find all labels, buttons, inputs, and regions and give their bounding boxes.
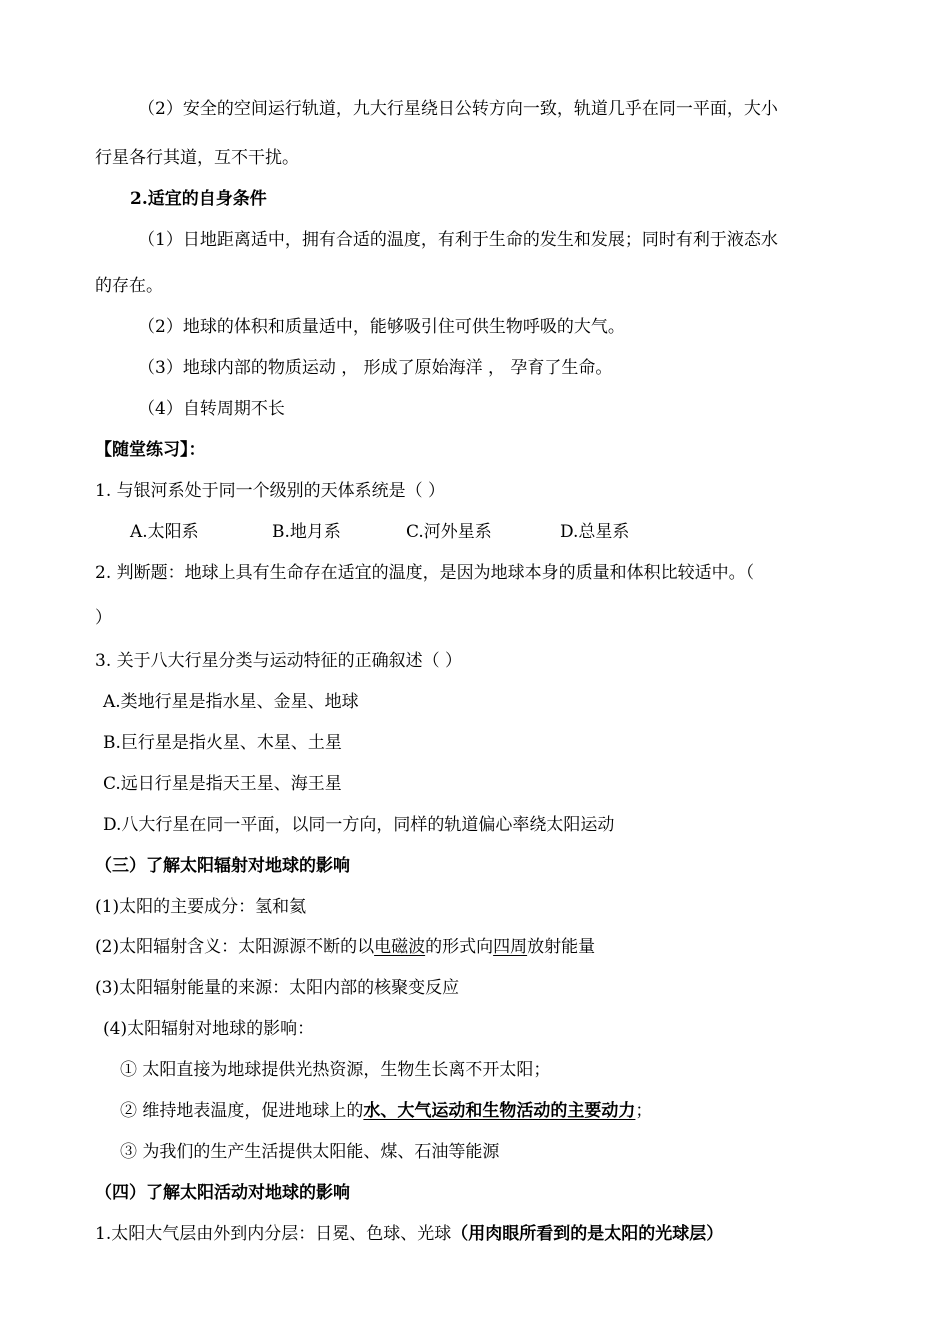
practice-heading: 【随堂练习】： bbox=[95, 440, 206, 460]
option-a: A.太阳系 bbox=[130, 522, 199, 542]
point-2-text-b: 的形式向 bbox=[425, 937, 494, 957]
section-4-point-1 bbox=[95, 1222, 723, 1246]
question-3-option-c: C.远日行星是指天王星、海王星 bbox=[103, 774, 342, 794]
question-3-option-d: D.八大行星在同一平面，以同一方向，同样的轨道偏心率绕太阳运动 bbox=[103, 815, 615, 835]
question-1-options bbox=[130, 520, 629, 544]
section-3-point-2 bbox=[95, 935, 595, 959]
section-3-point-3: (3)太阳辐射能量的来源：太阳内部的核聚变反应 bbox=[95, 978, 460, 998]
section-4-point-1-text: 1.太阳大气层由外到内分层：日冕、色球、光球 bbox=[95, 1224, 452, 1244]
question-1: 1. 与银河系处于同一个级别的天体系统是（ ） bbox=[95, 481, 446, 501]
condition-orbit-line2: 行星各行其道，互不干扰。 bbox=[95, 148, 299, 168]
effect-2-text: ② 维持地表温度，促进地球上的 bbox=[120, 1101, 364, 1121]
question-3: 3. 关于八大行星分类与运动特征的正确叙述（ ） bbox=[95, 651, 463, 671]
effect-3: ③ 为我们的生产生活提供太阳能、煤、石油等能源 bbox=[120, 1142, 500, 1162]
question-3-option-a: A.类地行星是指水星、金星、地球 bbox=[103, 692, 359, 712]
option-b: B.地月系 bbox=[272, 522, 341, 542]
question-3-option-b: B.巨行星是指火星、木星、土星 bbox=[103, 733, 342, 753]
self-condition-1-line2: 的存在。 bbox=[95, 276, 163, 296]
effect-2 bbox=[120, 1099, 652, 1123]
effect-2-emphasis: 水、大气运动和生物活动的主要动力 bbox=[363, 1101, 636, 1121]
self-condition-3: （3）地球内部的物质运动 ， 形成了原始海洋 ， 孕育了生命。 bbox=[138, 358, 613, 378]
section-4-heading: （四）了解太阳活动对地球的影响 bbox=[95, 1183, 350, 1203]
section-3-point-1: (1)太阳的主要成分：氢和氦 bbox=[95, 897, 307, 917]
condition-orbit-line1: （2）安全的空间运行轨道，九大行星绕日公转方向一致，轨道几乎在同一平面，大小 bbox=[138, 99, 778, 119]
effect-1: ① 太阳直接为地球提供光热资源，生物生长离不开太阳； bbox=[120, 1060, 551, 1080]
section-3-heading: （三）了解太阳辐射对地球的影响 bbox=[95, 856, 350, 876]
self-condition-1-line1: （1）日地距离适中，拥有合适的温度，有利于生命的发生和发展；同时有利于液态水 bbox=[138, 230, 778, 250]
self-condition-2: （2）地球的体积和质量适中，能够吸引住可供生物呼吸的大气。 bbox=[138, 317, 625, 337]
point-2-underline-2: 四周 bbox=[493, 937, 528, 957]
self-conditions-heading: 2.适宜的自身条件 bbox=[130, 189, 267, 209]
effect-2-end: ； bbox=[635, 1101, 653, 1121]
point-2-underline-1: 电磁波 bbox=[374, 937, 426, 957]
section-4-point-1-note: （用肉眼所看到的是太阳的光球层） bbox=[451, 1224, 724, 1244]
option-d: D.总星系 bbox=[560, 522, 630, 542]
option-c: C.河外星系 bbox=[406, 522, 492, 542]
point-2-text-a: (2)太阳辐射含义：太阳源源不断的以 bbox=[95, 937, 375, 957]
point-2-text-c: 放射能量 bbox=[527, 937, 596, 957]
self-condition-4: （4）自转周期不长 bbox=[138, 399, 285, 419]
question-2-line1: 2. 判断题：地球上具有生命存在适宜的温度，是因为地球本身的质量和体积比较适中。（ bbox=[95, 563, 755, 583]
section-3-point-4: (4)太阳辐射对地球的影响： bbox=[103, 1019, 315, 1039]
question-2-line2: ） bbox=[95, 608, 112, 628]
